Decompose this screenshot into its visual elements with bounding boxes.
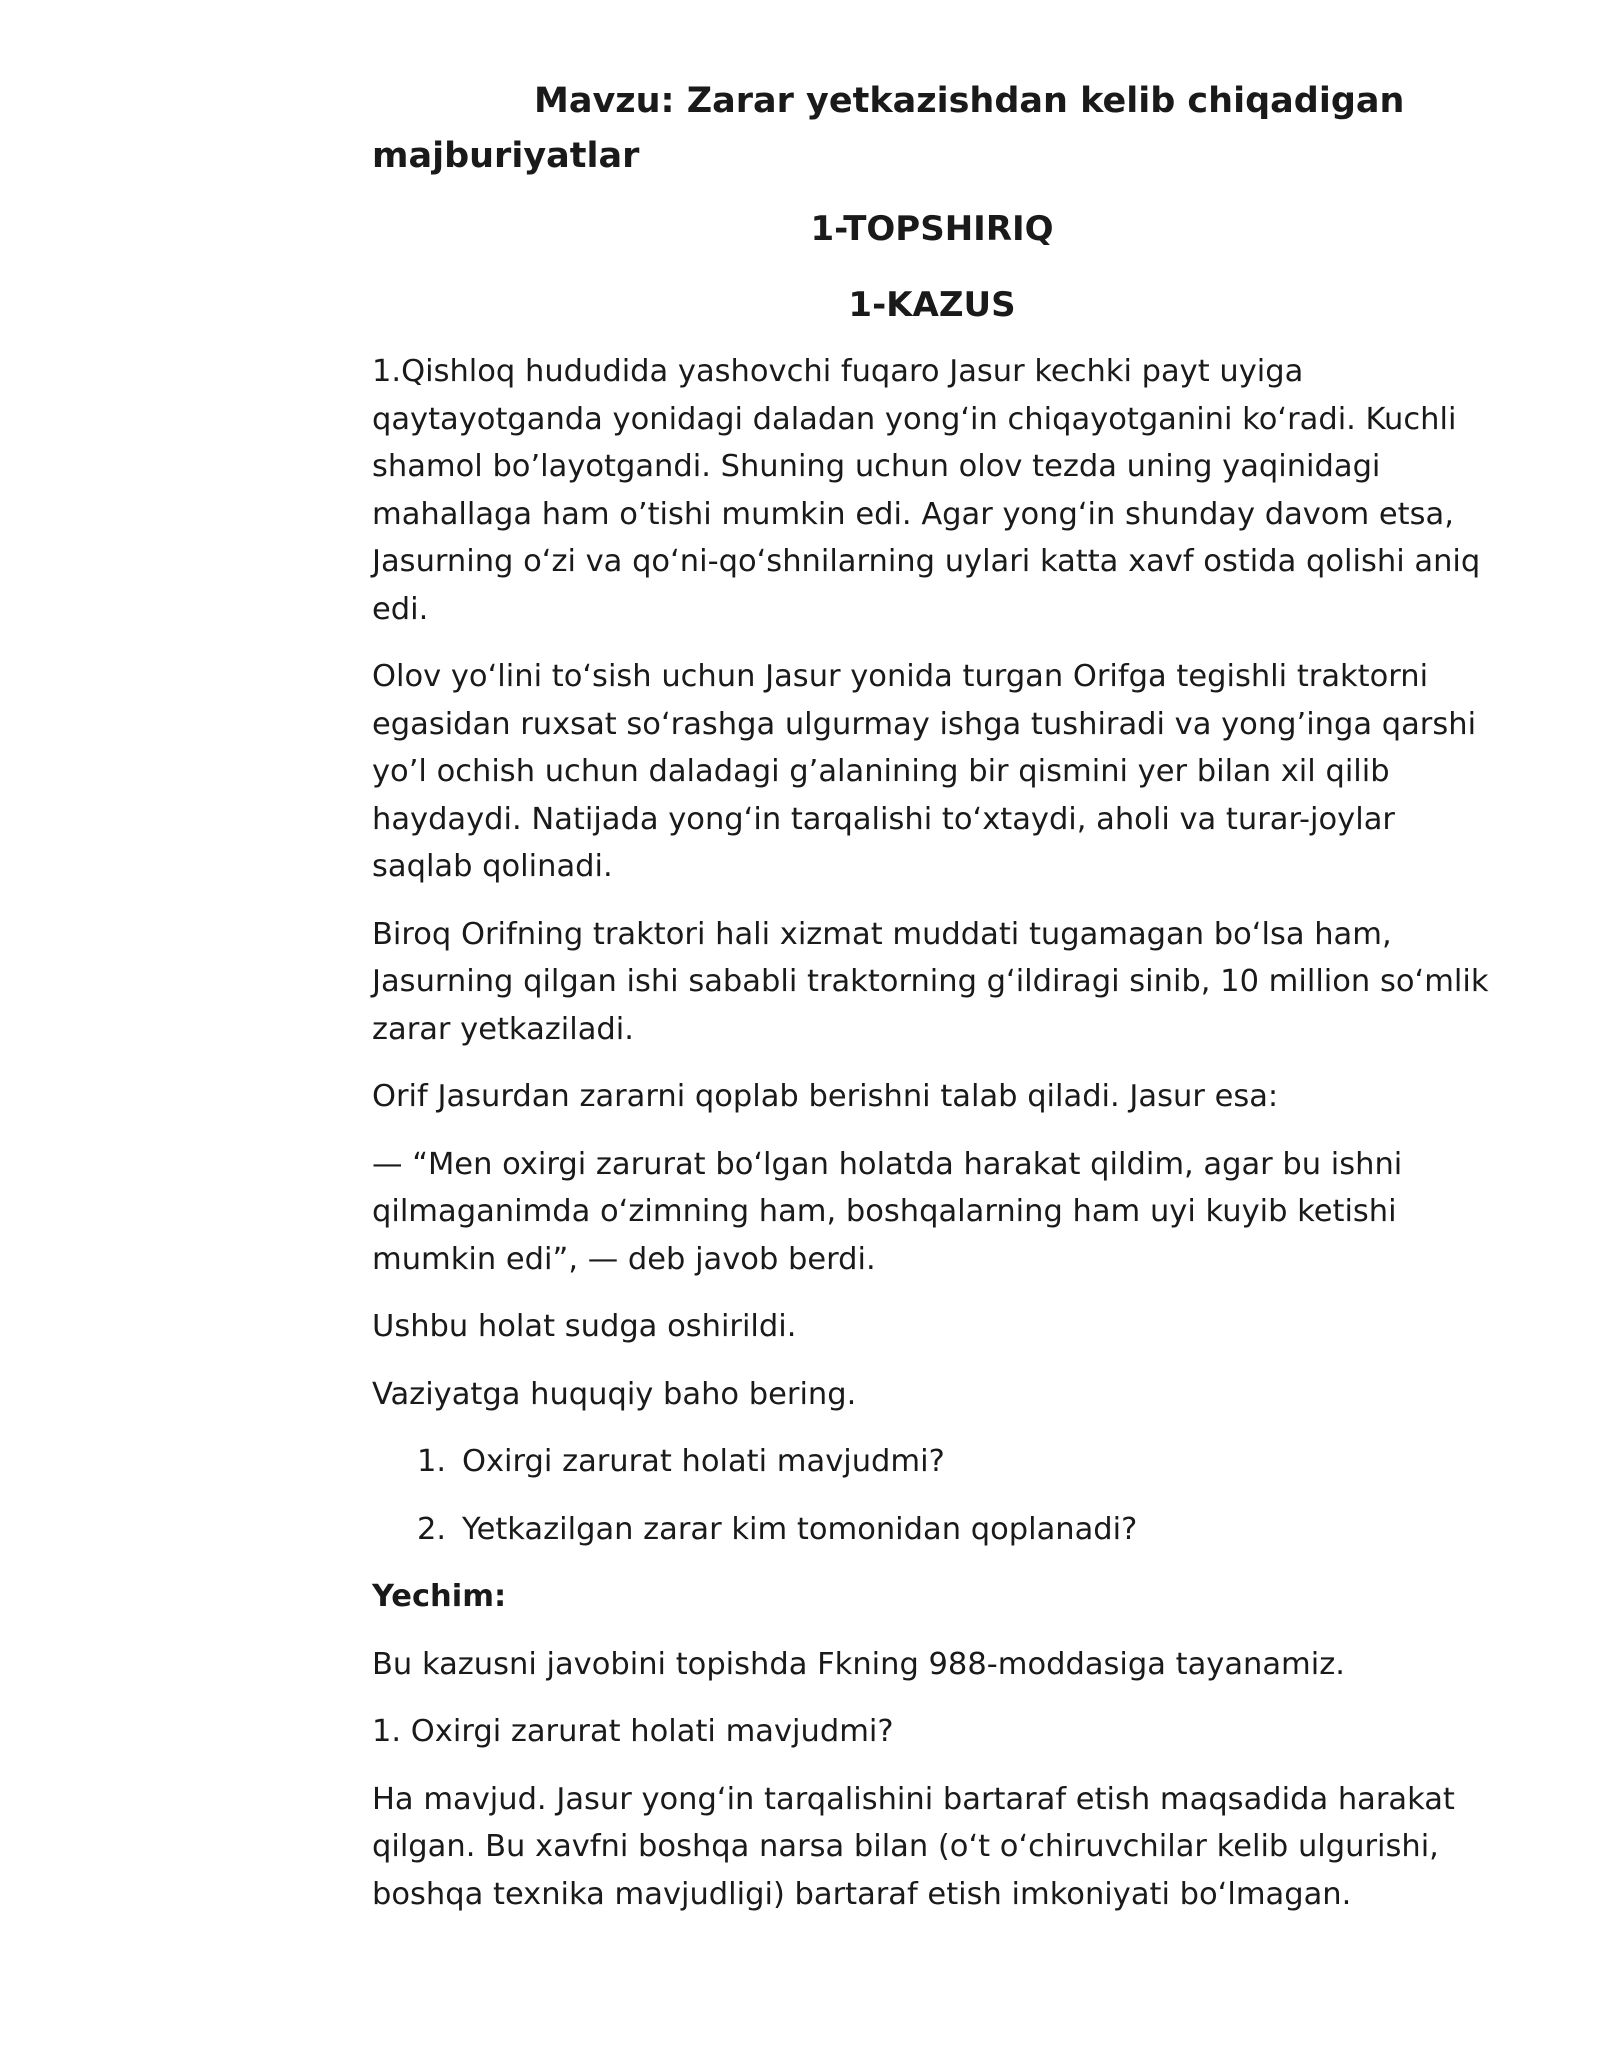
question-list <box>372 1438 1492 1553</box>
list-item-text: Oxirgi zarurat holati mavjudmi? <box>462 1444 945 1479</box>
solution-paragraph-1: Bu kazusni javobini topishda Fkning 988-moddasiga tayanamiz. <box>372 1646 1345 1682</box>
case-paragraph-4: Orif Jasurdan zararni qoplab berishni talab qiladi. Jasur esa: <box>372 1079 1279 1114</box>
list-item-number: 1. <box>417 1444 447 1479</box>
list-item <box>417 1438 1492 1486</box>
case-heading: 1-KAZUS <box>848 285 1016 325</box>
solution-paragraph-2: 1. Oxirgi zarurat holati mavjudmi? <box>372 1714 894 1749</box>
document-content <box>372 74 1492 1938</box>
list-item-number: 2. <box>417 1511 447 1547</box>
topic-title: Mavzu: Zarar yetkazishdan kelib chiqadigan majburiyatlar <box>372 81 1405 176</box>
solution-label: Yechim: <box>372 1579 507 1614</box>
solution-paragraph-3: Ha mavjud. Jasur yong‘in tarqalishini bartaraf etish maqsadida harakat qilgan. Bu xavfni boshqa narsa bilan (o‘t o‘chiruvchilar kelib ulgurishi, boshqa texnika mavjudligi) bartaraf etish imkoniyati bo‘lmagan. <box>372 1781 1455 1912</box>
list-item-text: Yetkazilgan zarar kim tomonidan qoplanadi? <box>462 1511 1138 1547</box>
case-paragraph-1: 1.Qishloq hududida yashovchi fuqaro Jasur kechki payt uyiga qaytayotganda yonidagi daladan yong‘in chiqayotganini ko‘radi. Kuchli shamol bo’layotgandi. Shuning uchun olov tezda uning yaqinidagi mahallaga ham o’tishi mumkin edi. Agar yong‘in shunday davom etsa, Jasurning o‘zi va qo‘ni-qo‘shnilarning uylari katta xavf ostida qolishi aniq edi. <box>372 354 1481 627</box>
case-paragraph-5: — “Men oxirgi zarurat bo‘lgan holatda harakat qildim, agar bu ishni qilmaganimda o‘zimning ham, boshqalarning ham uyi kuyib ketishi mumkin edi”, — deb javob berdi. <box>372 1146 1403 1277</box>
list-item <box>417 1506 1492 1554</box>
assignment-heading: 1-TOPSHIRIQ <box>810 209 1054 249</box>
case-paragraph-3: Biroq Orifning traktori hali xizmat muddati tugamagan bo‘lsa ham, Jasurning qilgan ishi sababli traktorning g‘ildiragi sinib, 10 million so‘mlik zarar yetkaziladi. <box>372 916 1489 1047</box>
case-paragraph-6: Ushbu holat sudga oshirildi. <box>372 1309 797 1344</box>
case-paragraph-7: Vaziyatga huquqiy baho bering. <box>372 1376 857 1412</box>
case-paragraph-2: Olov yo‘lini to‘sish uchun Jasur yonida turgan Orifga tegishli traktorni egasidan ruxsat so‘rashga ulgurmay ishga tushiradi va yong’inga qarshi yo’l ochish uchun daladagi g’alanining bir qismini yer bilan xil qilib haydaydi. Natijada yong‘in tarqalishi to‘xtaydi, aholi va turar-joylar saqlab qolinadi. <box>372 659 1477 884</box>
